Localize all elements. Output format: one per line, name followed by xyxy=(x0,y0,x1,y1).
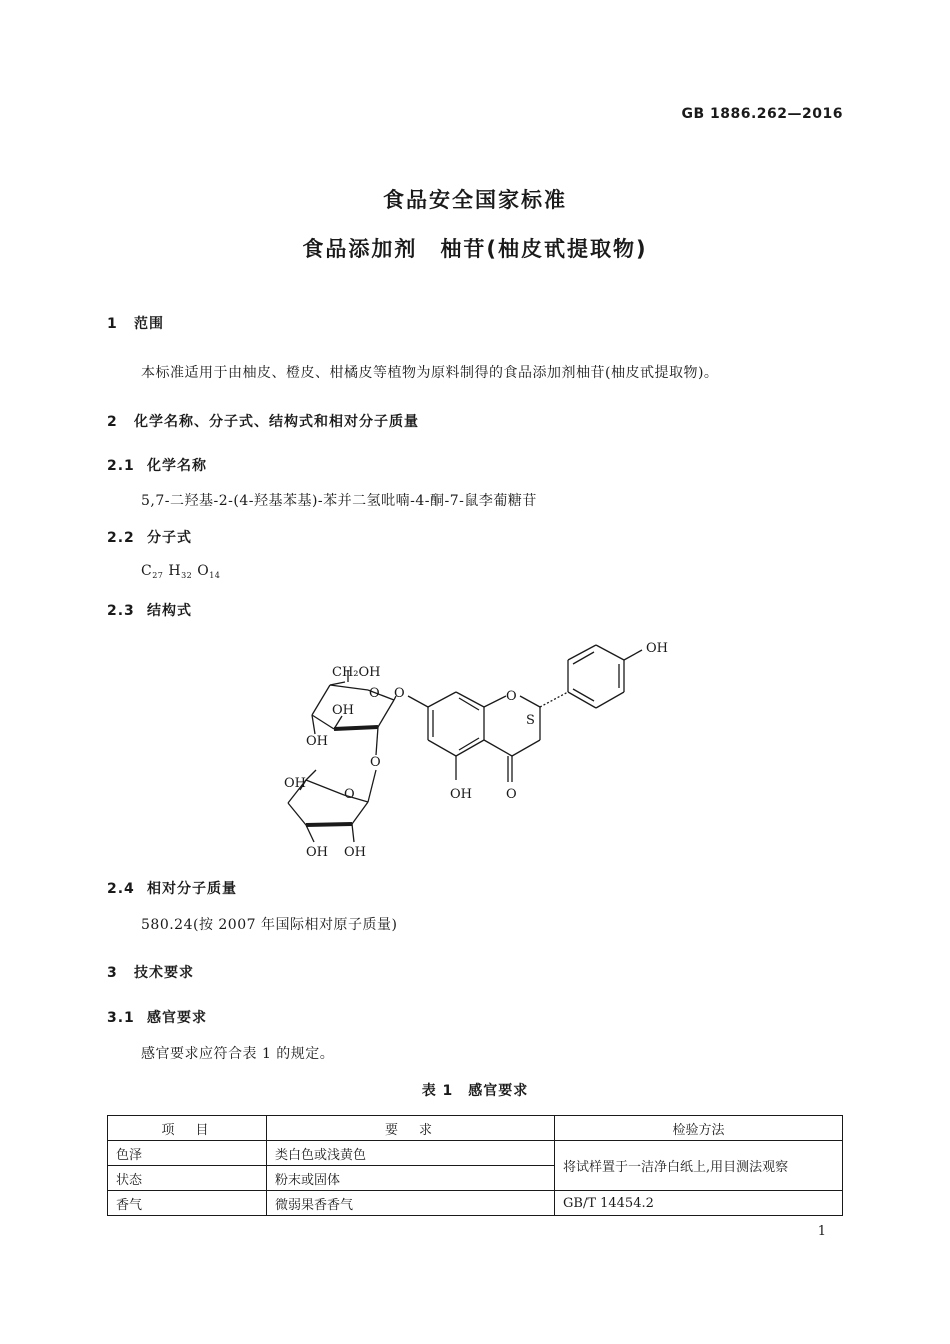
section-3-heading xyxy=(107,962,194,982)
hydroxyl-label: OH xyxy=(306,734,328,749)
ring-oxygen-label: O xyxy=(506,689,517,704)
glycosidic-oxygen-label: O xyxy=(370,755,381,770)
glycosidic-oxygen-label: O xyxy=(394,686,405,701)
page-number: 1 xyxy=(817,1224,826,1239)
hydroxyl-label: OH xyxy=(450,787,472,802)
structural-formula xyxy=(270,630,680,865)
table-caption: 表 1 感官要求 xyxy=(421,1083,529,1099)
section-number: 2 xyxy=(107,414,118,430)
section-title: 化学名称 xyxy=(147,458,207,474)
section-title: 感官要求 xyxy=(147,1010,207,1026)
section-title: 结构式 xyxy=(147,603,192,619)
section-title: 相对分子质量 xyxy=(147,881,237,897)
ring-oxygen-label: O xyxy=(369,686,380,701)
column-header: 要 求 xyxy=(267,1116,555,1141)
section-2-heading xyxy=(107,411,419,431)
section-2-3-heading xyxy=(107,600,192,620)
section-number: 3.1 xyxy=(107,1010,135,1026)
chemical-name: 5,7-二羟基-2-(4-羟基苯基)-苯并二氢吡喃-4-酮-7-鼠李葡糖苷 xyxy=(141,493,537,509)
table-row xyxy=(108,1191,843,1216)
section-2-1-heading xyxy=(107,455,207,475)
table-cell: 粉末或固体 xyxy=(267,1166,555,1191)
sensory-requirements-table xyxy=(107,1115,843,1216)
section-number: 3 xyxy=(107,965,118,981)
section-number: 2.3 xyxy=(107,603,135,619)
column-header: 项 目 xyxy=(108,1116,267,1141)
section-number: 1 xyxy=(107,316,118,332)
document-title: 食品安全国家标准 xyxy=(383,188,567,212)
section-number: 2.2 xyxy=(107,530,135,546)
table-cell: 状态 xyxy=(108,1166,267,1191)
section-3-1-heading xyxy=(107,1007,207,1027)
section-title: 范围 xyxy=(134,316,164,332)
section-title: 化学名称、分子式、结构式和相对分子质量 xyxy=(134,414,419,430)
section-1-heading xyxy=(107,313,164,333)
table-cell: 微弱果香香气 xyxy=(267,1191,555,1216)
section-1-text: 本标准适用于由柚皮、橙皮、柑橘皮等植物为原料制得的食品添加剂柚苷(柚皮甙提取物)。 xyxy=(141,365,719,381)
table-cell: GB/T 14454.2 xyxy=(555,1191,843,1216)
section-title: 技术要求 xyxy=(134,965,194,981)
table-cell: 色泽 xyxy=(108,1141,267,1166)
document-subtitle: 食品添加剂 柚苷(柚皮甙提取物) xyxy=(302,237,648,261)
table-cell: 将试样置于一洁净白纸上,用目测法观察 xyxy=(555,1141,843,1191)
table-header-row xyxy=(108,1116,843,1141)
molecular-mass: 580.24(按 2007 年国际相对原子质量) xyxy=(141,917,398,933)
hydroxyl-label: OH xyxy=(284,776,306,791)
table-cell: 香气 xyxy=(108,1191,267,1216)
ring-oxygen-label: O xyxy=(344,787,355,802)
ch2oh-label: CH₂OH xyxy=(332,665,381,680)
hydroxyl-label: OH xyxy=(332,703,354,718)
section-title: 分子式 xyxy=(147,530,192,546)
molecular-formula: $C_{27}$ $H_{32}$ $O_{14}$ xyxy=(141,563,221,580)
table-row xyxy=(108,1141,843,1166)
section-2-2-heading xyxy=(107,527,192,547)
section-number: 2.1 xyxy=(107,458,135,474)
column-header: 检验方法 xyxy=(555,1116,843,1141)
hydroxyl-label: OH xyxy=(344,845,366,860)
carbonyl-oxygen-label: O xyxy=(506,787,517,802)
standard-code: GB 1886.262—2016 xyxy=(681,106,843,122)
stereo-label: S xyxy=(526,713,535,728)
hydroxyl-label: OH xyxy=(306,845,328,860)
hydroxyl-label: OH xyxy=(646,641,668,656)
section-number: 2.4 xyxy=(107,881,135,897)
section-3-1-text: 感官要求应符合表 1 的规定。 xyxy=(141,1046,335,1062)
table-cell: 类白色或浅黄色 xyxy=(267,1141,555,1166)
section-2-4-heading xyxy=(107,878,237,898)
